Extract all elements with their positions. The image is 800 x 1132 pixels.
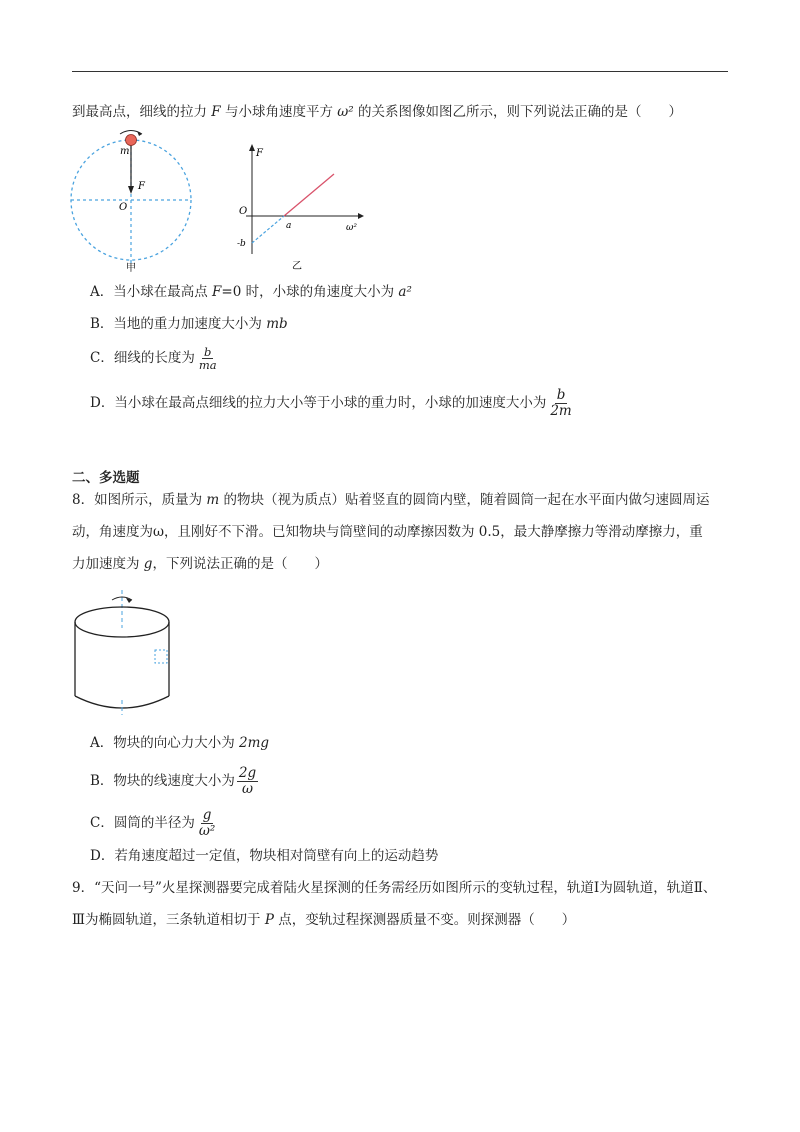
q8-stem-line3: 力加速度为 g，下列说法正确的是（ ）	[72, 556, 328, 572]
label-O: O	[239, 206, 248, 217]
label-m: m	[120, 146, 130, 157]
q7-option-d[interactable]: D．当小球在最高点细线的拉力大小等于小球的重力时，小球的加速度大小为 $\frac{b}{2m}$	[90, 387, 572, 419]
fraction-g-over-omega2: $\frac{g}{\text{ω²}}$	[198, 807, 216, 839]
q7-option-b[interactable]: B．当地的重力加速度大小为 mb	[90, 316, 288, 332]
label-minus-b: -b	[237, 239, 246, 249]
tension-arrowhead	[128, 186, 134, 194]
figure-jia	[68, 128, 198, 278]
q8-option-d[interactable]: D．若角速度超过一定值，物块相对筒壁有向上的运动趋势	[90, 848, 439, 864]
figure-cylinder	[70, 588, 180, 718]
q8-stem-line2: 动，角速度为ω，且刚好不下滑。已知物块与筒壁间的动摩擦因数为 0.5，最大静摩擦力等滑动摩擦力，重	[72, 524, 703, 540]
fraction-2g-over-omega: $\frac{2g}{\omega}$	[238, 765, 257, 797]
ball	[126, 135, 137, 146]
q7-stem-tail: 到最高点，细线的拉力 F 与小球角速度平方 ω² 的关系图像如图乙所示，则下列说法正确的是（ ）	[72, 104, 682, 120]
q8-option-a[interactable]: A．物块的向心力大小为 2mg	[90, 735, 270, 751]
q8-option-c[interactable]: C．圆筒的半径为 $\frac{g}{\text{ω²}}$	[90, 807, 216, 839]
caption-jia: 甲	[126, 263, 136, 274]
fraction-b-over-ma: $\frac{b}{ma}$	[198, 345, 217, 372]
label-F: F	[138, 181, 145, 192]
q9-stem-line2: Ⅲ为椭圆轨道，三条轨道相切于 P 点，变轨过程探测器质量不变。则探测器（ ）	[72, 912, 576, 928]
header-rule	[72, 71, 728, 72]
label-F: F	[256, 148, 263, 159]
q8-option-b[interactable]: B．物块的线速度大小为 $\frac{2g}{\omega}$	[90, 765, 257, 797]
figure-yi	[228, 142, 368, 277]
block	[155, 650, 167, 663]
q7-option-a[interactable]: A．当小球在最高点 F=0 时，小球的角速度大小为 a²	[90, 284, 412, 300]
q7-option-c[interactable]: C．细线的长度为 $\frac{b}{ma}$	[90, 345, 217, 372]
q8-stem-line1: 8．如图所示，质量为 m 的物块（视为质点）贴着竖直的圆筒内壁，随着圆筒一起在水平面内做匀速圆周运	[72, 492, 710, 508]
graph-dashed-segment	[252, 216, 284, 243]
label-O: O	[119, 202, 128, 213]
label-w2: ω²	[346, 223, 357, 233]
caption-yi: 乙	[292, 261, 302, 272]
q9-stem-line1: 9．“天问一号”火星探测器要完成着陆火星探测的任务需经历如图所示的变轨过程，轨道Ⅰ为圆轨道，轨道Ⅱ、	[72, 880, 717, 896]
section-title-multiple-choice: 二、多选题	[72, 470, 140, 486]
graph-line	[284, 174, 334, 216]
fraction-b-over-2m: $\frac{b}{2m}$	[550, 387, 572, 419]
label-a: a	[286, 221, 292, 231]
